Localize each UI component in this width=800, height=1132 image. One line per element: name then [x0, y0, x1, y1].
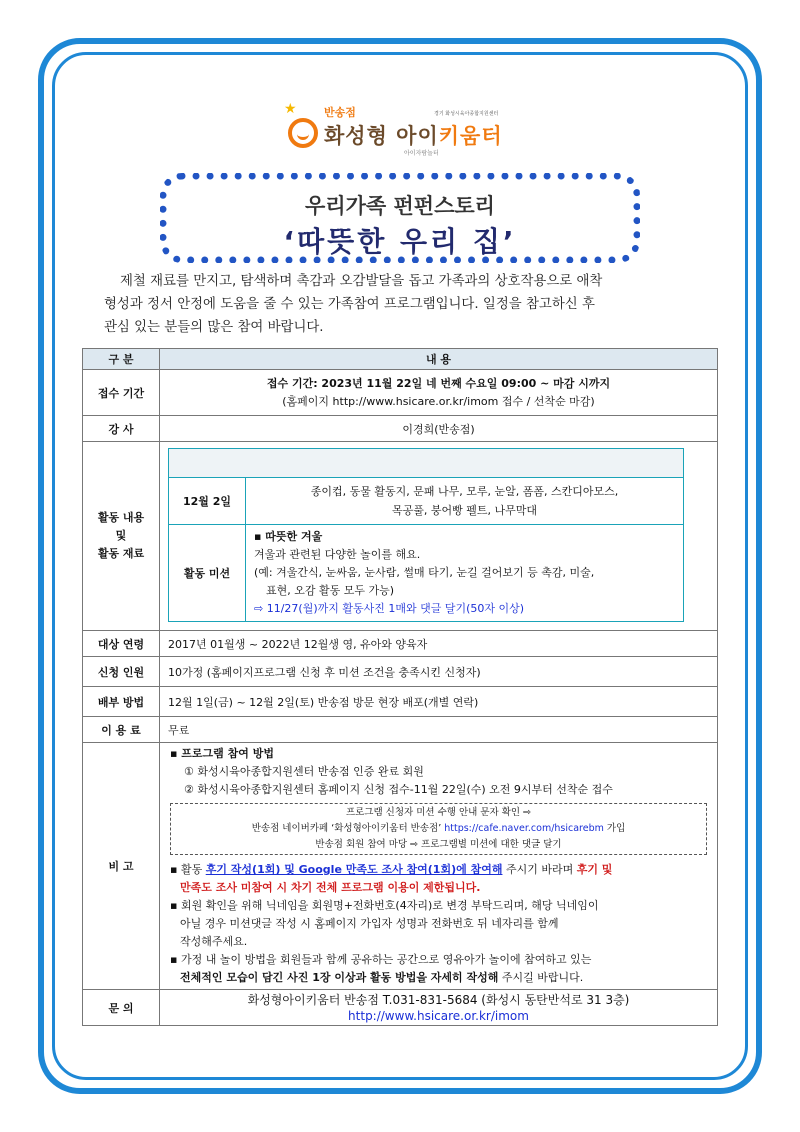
- header-category: 구 분: [83, 349, 160, 370]
- fee-label: 이 용 료: [83, 717, 160, 743]
- remarks-label: 비 고: [83, 743, 160, 990]
- remark-photo-bold: 전체적인 모습이 담긴 사진 1장 이상과 활동 방법을 자세히 작성해: [180, 971, 499, 984]
- logo-badge: 반송점: [324, 106, 356, 119]
- logo: [284, 102, 524, 160]
- activity-label-1: 활동 내용: [97, 511, 145, 524]
- remark-nickname-3: 작성해주세요.: [180, 935, 248, 948]
- capacity-value: 10가정 (홈페이지프로그램 신청 후 미션 조건을 충족시킨 신청자): [160, 657, 718, 687]
- logo-tagline: 아이자람놀터: [404, 150, 439, 157]
- remark-review-warning-line2: 만족도 조사 미참여 시 차기 전체 프로그램 이용이 제한됩니다.: [180, 881, 481, 894]
- notice-line2: [171, 821, 706, 837]
- inner-materials-row: [169, 478, 684, 525]
- notice-line1: 프로그램 신청자 미션 수행 안내 문자 확인 ⇨: [345, 807, 532, 818]
- materials-line1: 종이컵, 동물 활동지, 문패 나무, 모루, 눈알, 폼폼, 스칸디아모스,: [310, 485, 619, 498]
- mission-title: ▪ 따뜻한 겨울: [254, 530, 323, 543]
- row-capacity: [83, 657, 718, 687]
- contact-line1: 화성형아이키움터 반송점 T.031-831-5684 (화성시 동탄반석로 31 3층): [247, 992, 630, 1007]
- target-label: 대상 연령: [83, 631, 160, 657]
- capacity-label: 신청 인원: [83, 657, 160, 687]
- table-header-row: [83, 349, 718, 370]
- distribution-label: 배부 방법: [83, 687, 160, 717]
- row-activity: [83, 442, 718, 631]
- mission-line1: 겨울과 관련된 다양한 놀이를 해요.: [254, 548, 421, 561]
- remark-review-prefix: ▪ 활동: [170, 863, 206, 876]
- instructor-label: 강 사: [83, 416, 160, 442]
- smile-logo-icon: [288, 118, 318, 148]
- notice-cafe-name: 반송점 네이버카페 ‘화성형아이키움터 반송점’: [251, 823, 445, 834]
- remark-review-highlight: 후기 작성(1회) 및 Google 만족도 조사 참여(1회)에 참여해: [205, 863, 503, 876]
- remark-photo-1: ▪ 가정 내 놀이 방법을 회원들과 함께 공유하는 공간으로 영유아가 놀이에 참여하고 있는: [170, 953, 592, 966]
- logo-name-part1: 화성형 아이: [324, 124, 439, 148]
- notice-line3: 반송점 회원 참여 마당 ⇨ 프로그램별 미션에 대한 댓글 달기: [315, 839, 562, 850]
- remark-review: [170, 861, 707, 879]
- reception-line1: 접수 기간: 2023년 11월 22일 네 번째 수요일 09:00 ~ 마감 시까지: [266, 376, 611, 390]
- mission-label: 활동 미션: [169, 525, 246, 622]
- remark-review-warning: 후기 및: [576, 863, 613, 876]
- row-instructor: [83, 416, 718, 442]
- contact-link[interactable]: http://www.hsicare.or.kr/imom: [348, 1008, 529, 1023]
- inner-header-row: [169, 449, 684, 478]
- reception-label: 접수 기간: [83, 370, 160, 416]
- intro-line2: 형성과 정서 안정에 도움을 줄 수 있는 가족참여 프로그램입니다. 일정을 참고하신 후: [104, 297, 595, 312]
- star-icon: ★: [284, 101, 297, 117]
- title-box: [160, 173, 640, 263]
- row-remarks: [83, 743, 718, 990]
- method-title: ▪ 프로그램 참여 방법: [170, 747, 274, 760]
- row-distribution: [83, 687, 718, 717]
- activity-inner-table: [168, 448, 684, 622]
- remark-nickname-1: ▪ 회원 확인을 위해 닉네임을 회원명+전화번호(4자리)로 변경 부탁드리며, 해당 닉네임이: [170, 899, 599, 912]
- title-line1: 우리가족 펀펀스토리: [305, 194, 495, 218]
- target-value: 2017년 01월생 ~ 2022년 12월생 영, 유아와 양육자: [160, 631, 718, 657]
- row-reception: [83, 370, 718, 416]
- header-content: 내 용: [160, 349, 718, 370]
- notice-box: [170, 803, 707, 855]
- title-line2: ‘따뜻한 우리 집’: [283, 225, 517, 258]
- method-2: ② 화성시육아종합지원센터 홈페이지 신청 접수-11월 22일(수) 오전 9시부터 선착순 접수: [184, 783, 613, 796]
- inner-mission-row: [169, 525, 684, 622]
- logo-org: 경기 화성시육아종합지원센터: [434, 111, 499, 117]
- activity-label-3: 활동 재료: [97, 547, 145, 560]
- activity-label-2: 및: [115, 529, 127, 542]
- row-contact: [83, 990, 718, 1026]
- fee-value: 무료: [160, 717, 718, 743]
- contact-label: 문 의: [83, 990, 160, 1026]
- remark-review-mid: 주시기 바라며: [502, 863, 577, 876]
- intro-line1: 제철 재료를 만지고, 탐색하며 촉감과 오감발달을 돕고 가족과의 상호작용으로 애착: [120, 274, 603, 289]
- row-fee: [83, 717, 718, 743]
- logo-name-part2: 키움터: [438, 124, 503, 148]
- mission-line3: 표현, 오감 활동 모두 가능): [266, 584, 395, 597]
- materials-line2: 목공풀, 붕어빵 펠트, 나무막대: [392, 504, 537, 517]
- logo-name: [324, 120, 503, 150]
- mission-line4: ⇨ 11/27(월)까지 활동사진 1매와 댓글 달기(50자 이상): [254, 602, 525, 615]
- intro-paragraph: [104, 270, 704, 339]
- reception-line2: (홈페이지 http://www.hsicare.or.kr/imom 접수 / 선착순 마감): [282, 394, 595, 408]
- method-1: ① 화성시육아종합지원센터 반송점 인증 완료 회원: [184, 765, 424, 778]
- activity-date: 12월 2일: [169, 478, 246, 525]
- mission-line2: (예: 겨울간식, 눈싸움, 눈사람, 썰매 타기, 눈길 걸어보기 등 촉감, 미술,: [254, 566, 595, 579]
- intro-line3: 관심 있는 분들의 많은 참여 바랍니다.: [104, 320, 324, 335]
- notice-join: 가입: [603, 823, 626, 834]
- row-target: [83, 631, 718, 657]
- distribution-value: 12월 1일(금) ~ 12월 2일(토) 반송점 방문 현장 배포(개별 연락): [160, 687, 718, 717]
- remark-nickname-2: 아닐 경우 미션댓글 작성 시 홈페이지 가입자 성명과 전화번호 뒤 네자리를 함께: [180, 917, 559, 930]
- cafe-link[interactable]: https://cafe.naver.com/hsicarebm: [444, 823, 604, 834]
- info-table: [82, 348, 718, 1026]
- instructor-value: 이경희(반송점): [160, 416, 718, 442]
- remark-photo-tail: 주시길 바랍니다.: [498, 971, 584, 984]
- remark-photo-2: [170, 969, 707, 987]
